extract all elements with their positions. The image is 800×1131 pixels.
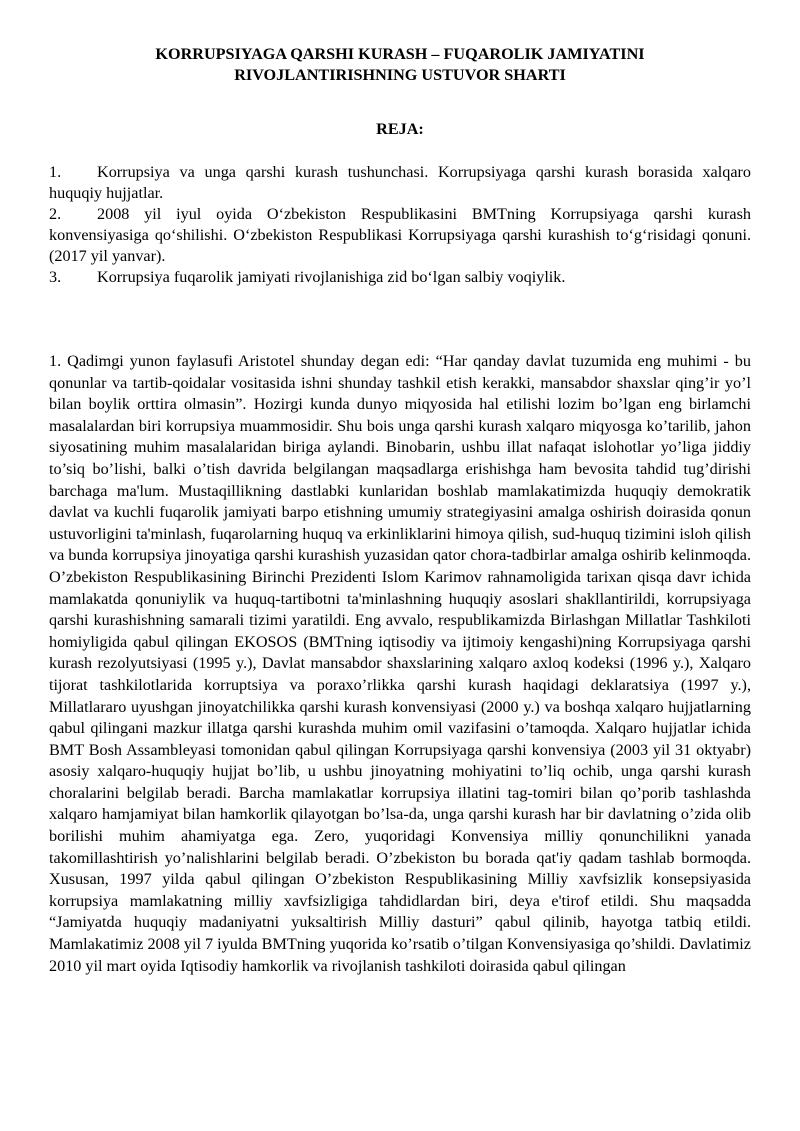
title-line-1: KORRUPSIYAGA QARSHI KURASH – FUQAROLIK JAMIYATINI xyxy=(155,45,645,63)
document-page xyxy=(49,44,751,977)
body-paragraph: 1. Qadimgi yunon faylasufi Aristotel shunday degan edi: “Har qanday davlat tuzumida eng muhimi - bu qonunlar va tartib-qoidalar vositasida ishni shunday tashkil etish kerakki, mansabdor shaxslar qing’ir yo’l bilan boylik orttira olmasin”. Hozirgi kunda dunyo miqyosida hal etilishi lozim bo’lgan eng birlamchi masalalardan biri korrupsiya muammosidir. Shu bois unga qarshi kurash xalqaro miqyosga ko’tarilib, jahon siyosatining muhim masalalaridan biriga aylandi. Binobarin, ushbu illat nafaqat islohotlar yo’liga jiddiy to’siq bo’lishi, balki o’tish davrida belgilangan maqsadlarga erishishga ham bevosita tahdid tug’dirishi barchaga ma'lum. Mustaqillikning dastlabki kunlaridan boshlab mamlakatimizda huquqiy demokratik davlat va kuchli fuqarolik jamiyati barpo etishning umumiy strategiyasini amalga oshirish doirasida qonun ustuvorligini ta'minlash, fuqarolarning huquq va erkinliklarini himoya qilish, sud-huquq tizimini isloh qilish va bunda korrupsiya jinoyatiga qarshi kurashish yuzasidan qator chora-tadbirlar amalga oshirib kelinmoqda. O’zbekiston Respublikasining Birinchi Prezidenti Islom Karimov rahnamoligida tarixan qisqa davr ichida mamlakatda qonuniylik va huquq-tartibotni ta'minlashning huquqiy asoslari shakllantirildi, korrupsiyaga qarshi kurashishning samarali tizimi yaratildi. Eng avvalo, respublikamizda Birlashgan Millatlar Tashkiloti homiyligida qabul qilingan EKOSOS (BMTning iqtisodiy va ijtimoiy kengashi)ning Korrupsiyaga qarshi kurash rezolyutsiyasi (1995 y.), Davlat mansabdor shaxslarining xalqaro axloq kodeksi (1996 y.), Xalqaro tijorat tashkilotlarida korruptsiya va poraxo’rlikka qarshi kurash haqidagi deklaratsiya (1997 y.), Millatlararo uyushgan jinoyatchilikka qarshi kurash konvensiyasi (2000 y.) va boshqa xalqaro hujjatlarning qabul qilingani mazkur illatga qarshi kurashda muhim omil vazifasini o’tamoqda. Xalqaro hujjatlar ichida BMT Bosh Assambleyasi tomonidan qabul qilingan Korrupsiyaga qarshi konvensiya (2003 yil 31 oktyabr) asosiy xalqaro-huquqiy hujjat bo’lib, u ushbu jinoyatning mohiyatini to’liq ochib, unga qarshi kurash choralarini belgilab beradi. Barcha mamlakatlar korrupsiya illatini tag-tomiri bilan qo’porib tashlashda xalqaro hamjamiyat bilan hamkorlik qilayotgan bo’lsa-da, unga qarshi kurash har bir davlatning o’zida olib borilishi muhim ahamiyatga ega. Zero, yuqoridagi Konvensiya milliy qonunchilikni yanada takomillashtirish yo’nalishlarini belgilab beradi. O’zbekiston bu borada qat'iy qadam tashlab bormoqda. Xususan, 1997 yilda qabul qilingan O’zbekiston Respublikasining Milliy xavfsizlik konsepsiyasida korrupsiya mamlakatning milliy xavfsizligiga tahdidlardan biri, deya e'tirof etildi. Shu maqsadda “Jamiyatda huquqiy madaniyatni yuksaltirish Milliy dasturi” qabul qilinib, hayotga tatbiq etildi. Mamlakatimiz 2008 yil 7 iyulda BMTning yuqorida ko’rsatib o’tilgan Konvensiyasiga qo’shildi. Davlatimiz 2010 yil mart oyida Iqtisodiy hamkorlik va rivojlanish tashkiloti doirasida qabul qilingan xyxy=(49,352,751,975)
plan-item-text: 2008 yil iyul oyida O‘zbekiston Respublikasini BMTning Korrupsiyaga qarshi kurash konvensiyasiga qo‘shilishi. O‘zbekiston Respublikasi Korrupsiyaga qarshi kurashish to‘g‘risidagi qonuni. (2017 yil yanvar). xyxy=(49,205,751,265)
plan-item-number: 1. xyxy=(49,163,62,181)
plan-item xyxy=(49,267,751,288)
plan-item-number: 2. xyxy=(49,205,62,223)
plan-item xyxy=(49,204,751,267)
plan-list xyxy=(49,162,751,288)
document-title xyxy=(49,44,751,86)
plan-item xyxy=(49,162,751,204)
plan-heading: REJA: xyxy=(376,120,424,138)
plan-item-text: Korrupsiya fuqarolik jamiyati rivojlanishiga zid bo‘lgan salbiy voqiylik. xyxy=(97,268,566,286)
title-line-2: RIVOJLANTIRISHNING USTUVOR SHARTI xyxy=(234,66,566,84)
plan-item-number: 3. xyxy=(49,268,62,286)
plan-item-text: Korrupsiya va unga qarshi kurash tushunchasi. Korrupsiyaga qarshi kurash borasida xalqaro huquqiy hujjatlar. xyxy=(49,163,751,202)
